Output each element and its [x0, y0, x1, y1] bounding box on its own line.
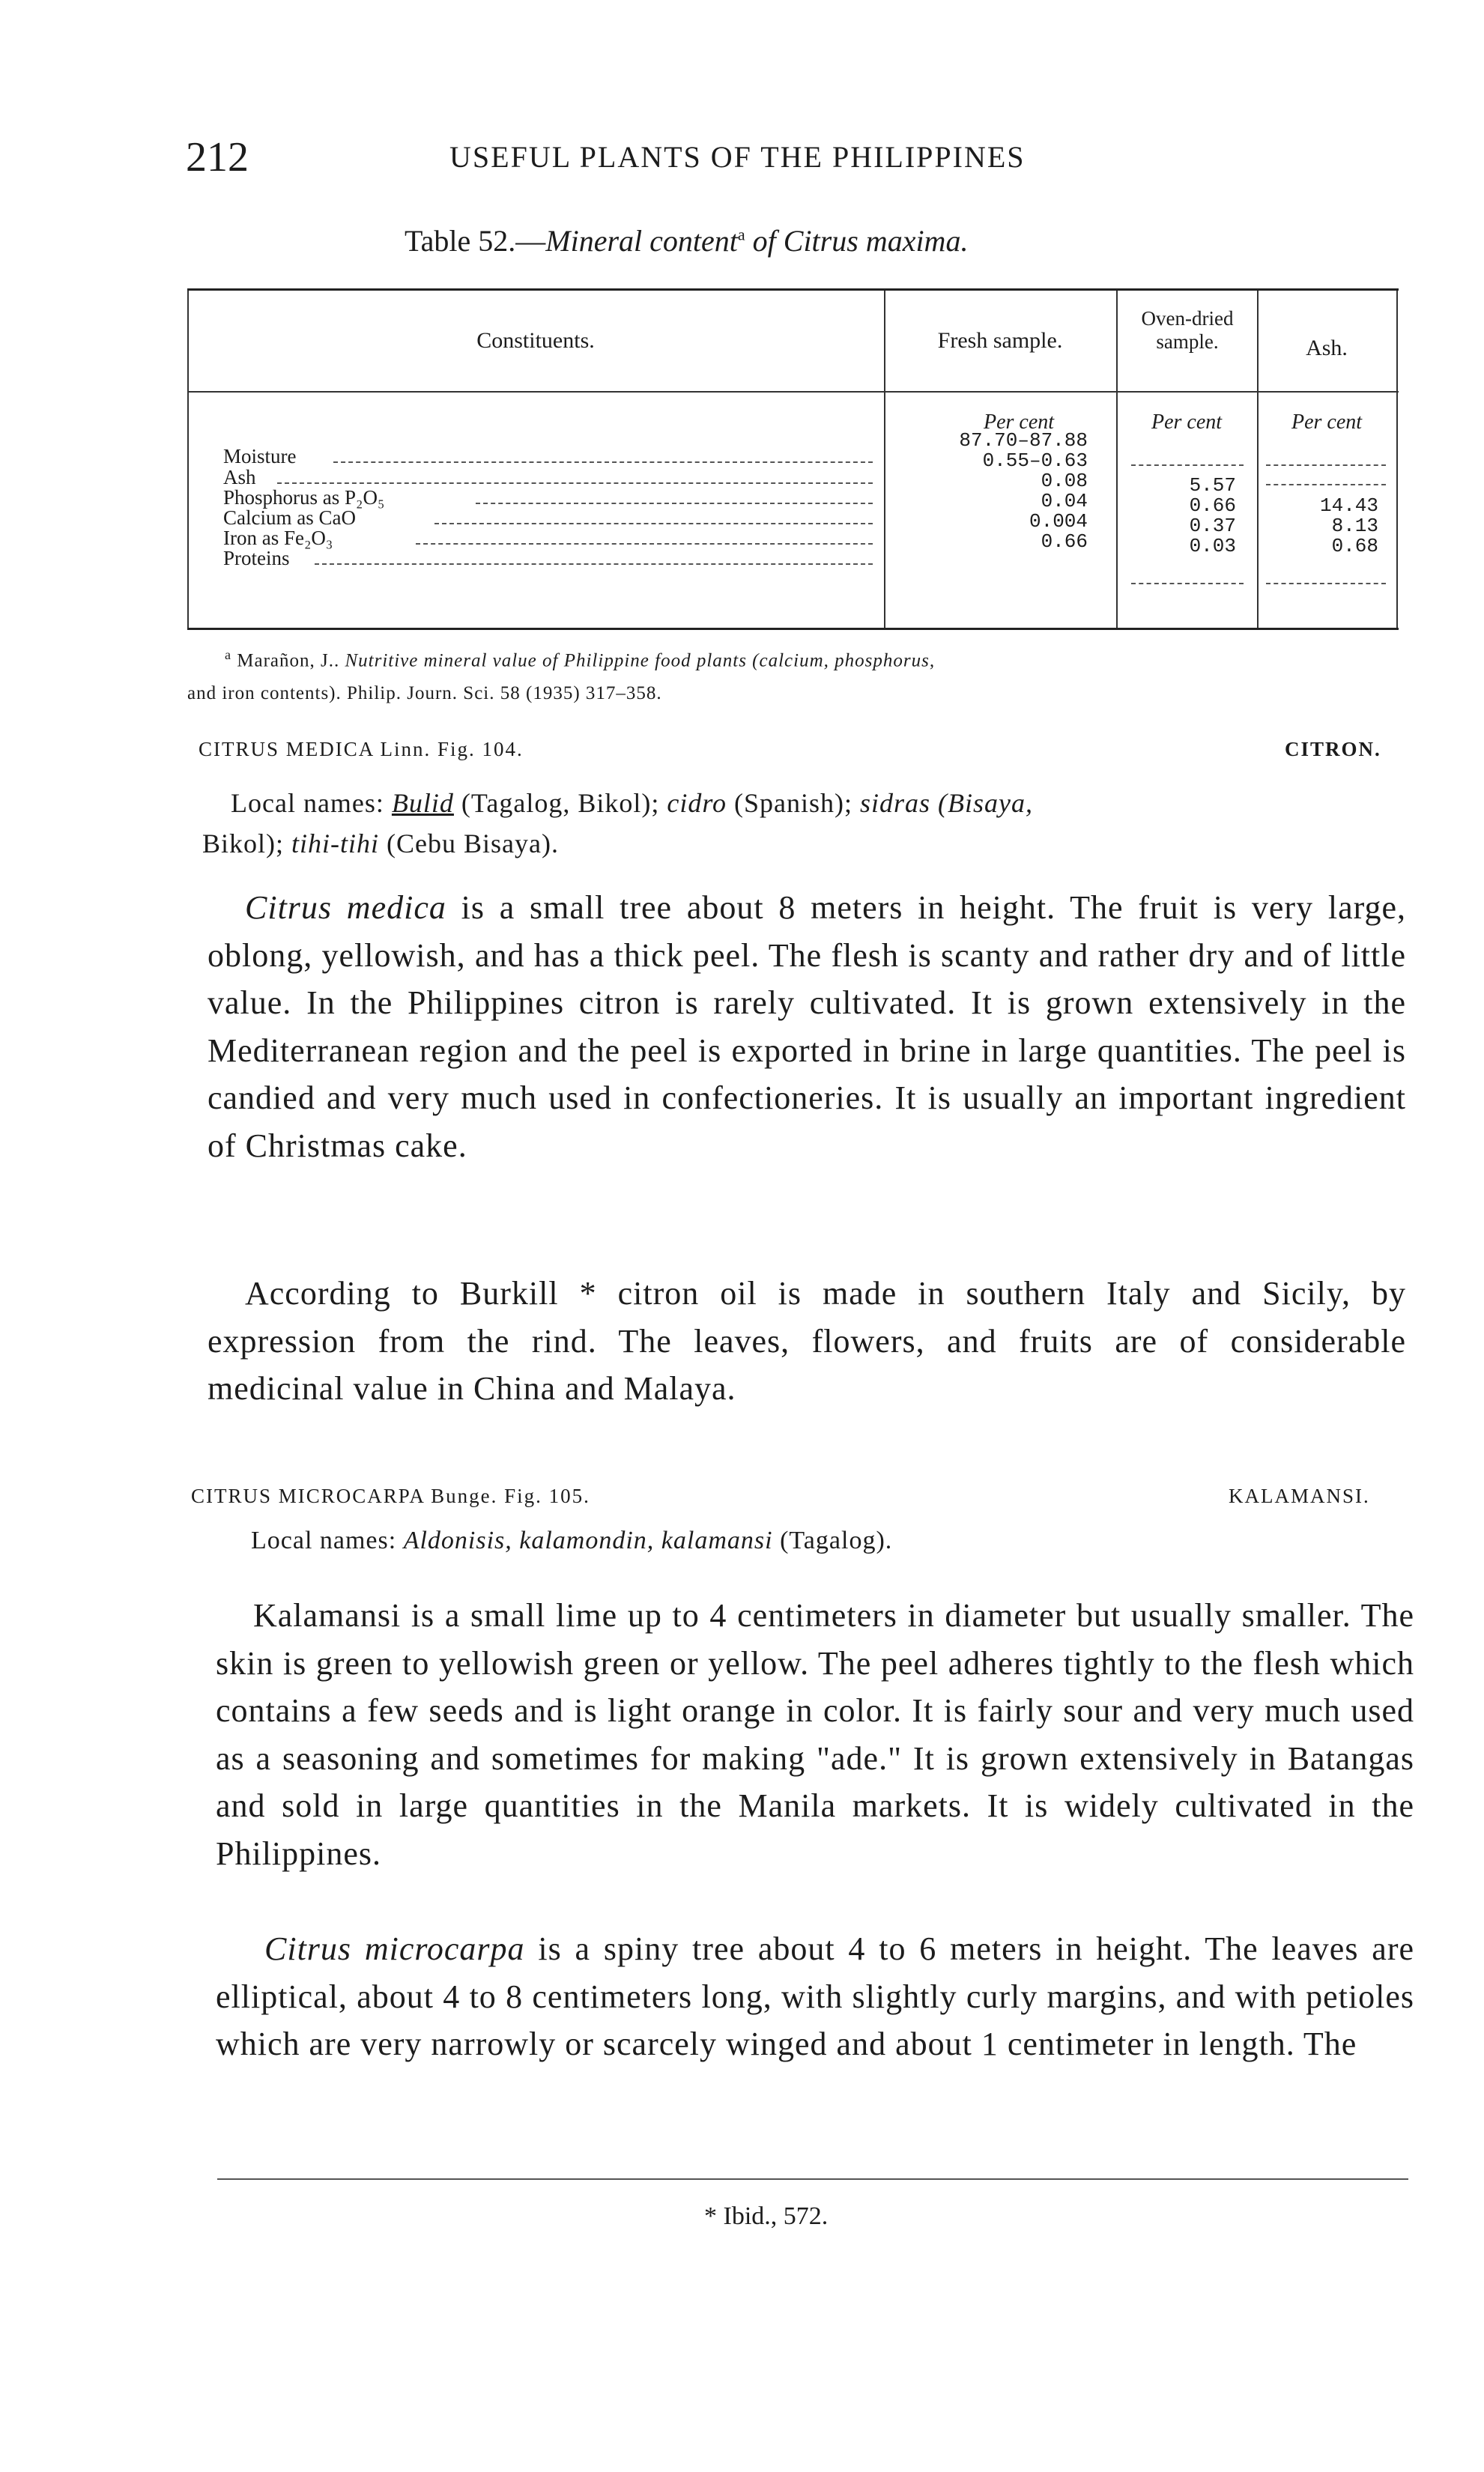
cell-ash: 14.43 [1319, 494, 1378, 517]
cell-oven: 0.37 [1189, 515, 1236, 537]
cell-oven-empty [1131, 583, 1244, 584]
local-lang: Bikol); [202, 828, 292, 858]
cell-ash-empty [1266, 583, 1386, 584]
footnote-line2: and iron contents). Philip. Journ. Sci. 58 (1935) 317–358. [187, 683, 662, 704]
unit-ash: Per cent [1291, 411, 1363, 434]
page-number: 212 [186, 134, 249, 181]
local-lang: (Cebu Bisaya). [379, 828, 559, 858]
row-leader [434, 523, 873, 524]
footnote-author: Marañon, J.. [237, 650, 345, 671]
row-leader [476, 503, 873, 504]
cell-oven: 0.66 [1189, 494, 1236, 517]
local-lang: (Spanish); [727, 788, 861, 818]
caption-title: Mineral content [545, 224, 738, 258]
local-name: Aldonisis, kalamondin, kalamansi [403, 1527, 773, 1554]
citron-title: CITRUS MEDICA Linn. Fig. 104. [199, 738, 524, 760]
cell-fresh: 0.66 [1041, 530, 1088, 553]
running-head: USEFUL PLANTS OF THE PHILIPPINES [449, 140, 1026, 174]
citron-local-names-cont [202, 823, 1401, 864]
table-caption [405, 223, 968, 258]
row-label: Iron as Fe₂O₃ [223, 527, 333, 549]
cell-fresh: 0.55–0.63 [982, 449, 1088, 472]
table-header-rule [187, 391, 1399, 393]
header-ash: Ash. [1306, 336, 1348, 360]
caption-footnote-mark: a [737, 225, 745, 244]
cell-fresh: 0.004 [1029, 510, 1088, 533]
kalamansi-common-name: KALAMANSI. [1229, 1485, 1370, 1507]
mineral-content-table [187, 288, 1399, 630]
kalamansi-paragraph-2 [216, 1925, 1414, 2068]
local-name: Bulid [391, 788, 454, 818]
table-footnote [187, 638, 1393, 710]
cell-fresh: 0.04 [1041, 490, 1088, 512]
citron-local-names [231, 783, 1407, 823]
paragraph-text: is a spiny tree about 4 to 6 meters in height. The leaves are elliptical, about 4 to 8 centimeters long, with slightly curly margins, and with petioles which are very narrowly or scarcely winged and about 1 centimeter in length. The [216, 1930, 1414, 2062]
table-divider [1116, 291, 1118, 628]
footnote-mark: a [225, 647, 231, 662]
citron-paragraph-1 [208, 884, 1406, 1169]
unit-oven: Per cent [1151, 411, 1223, 434]
species-name: Citrus microcarpa [264, 1930, 525, 1967]
cell-ash-empty [1266, 464, 1386, 466]
citron-paragraph-2: According to Burkill * citron oil is made in southern Italy and Sicily, by expression from the rind. The leaves, flowers, and fruits are of considerable medicinal value in China and Malaya. [208, 1275, 1406, 1407]
cell-ash: 0.68 [1331, 535, 1378, 557]
row-label: Moisture [223, 445, 297, 467]
row-label: Calcium as CaO [223, 506, 356, 529]
row-leader [416, 543, 873, 545]
cell-oven-empty [1131, 464, 1244, 466]
row-label: Phosphorus as P₂O₅ [223, 486, 385, 509]
cell-oven: 0.03 [1189, 535, 1236, 557]
cell-ash-empty [1266, 484, 1386, 485]
local-name: cidro [667, 788, 727, 818]
row-label: Ash [223, 466, 256, 488]
kalamansi-title: CITRUS MICROCARPA Bunge. Fig. 105. [191, 1485, 590, 1507]
row-leader [277, 482, 873, 484]
local-lang: (Bisaya, [930, 788, 1034, 818]
local-lang: (Tagalog, Bikol); [453, 788, 667, 818]
species-name: Citrus medica [245, 889, 446, 926]
header-constituents: Constituents. [476, 328, 595, 353]
page-footnote: * Ibid., 572. [704, 2202, 829, 2230]
caption-prefix: Table 52.— [405, 224, 546, 258]
footnote-rule [217, 2178, 1408, 2180]
page-header [0, 133, 1484, 181]
caption-species: Citrus maxima. [783, 224, 969, 258]
local-lang: (Tagalog). [772, 1527, 893, 1554]
local-names-label: Local names: [231, 788, 392, 818]
cell-ash: 8.13 [1331, 515, 1378, 537]
cell-oven: 5.57 [1189, 474, 1236, 497]
cell-fresh: 0.08 [1041, 470, 1088, 492]
row-label: Proteins [223, 547, 290, 569]
kalamansi-local-names [251, 1521, 1375, 1561]
citron-common-name: CITRON. [1285, 738, 1381, 760]
paragraph-text: is a small tree about 8 meters in height. The fruit is very large, oblong, yellowish, and has a thick peel. The flesh is scanty and rather dry and of little value. In the Philippines citron is rarely cultivated. It is grown extensively in the Mediterranean region and the peel is exported in brine in large quantities. The peel is candied and very much used in confectioneries. It is usually an important ingredient of Christmas cake. [208, 889, 1406, 1164]
table-border-right [1396, 291, 1398, 628]
local-names-label: Local names: [251, 1527, 404, 1554]
cell-fresh: 87.70–87.88 [959, 429, 1088, 452]
caption-of: of [745, 224, 784, 258]
unit-fresh: Per cent [983, 411, 1055, 434]
local-name: tihi-tihi [291, 828, 380, 858]
header-fresh-sample: Fresh sample. [937, 328, 1063, 353]
row-leader [333, 461, 873, 463]
row-leader [315, 563, 873, 565]
kalamansi-paragraph-1: Kalamansi is a small lime up to 4 centimeters in diameter but usually smaller. The skin is green to yellowish green or yellow. The peel adheres tightly to the flesh which contains a few seeds and is light orange in color. It is fairly sour and very much used as a seasoning and sometimes for making "ade." It is grown extensively in Batangas and sold in large quantities in the Manila markets. It is widely cultivated in the Philippines. [216, 1597, 1414, 1872]
local-name: sidras [860, 788, 931, 818]
header-oven-dried: Oven-dried sample. [1141, 307, 1234, 354]
footnote-title: Nutritive mineral value of Philippine food plants (calcium, phosphorus, [345, 650, 936, 671]
